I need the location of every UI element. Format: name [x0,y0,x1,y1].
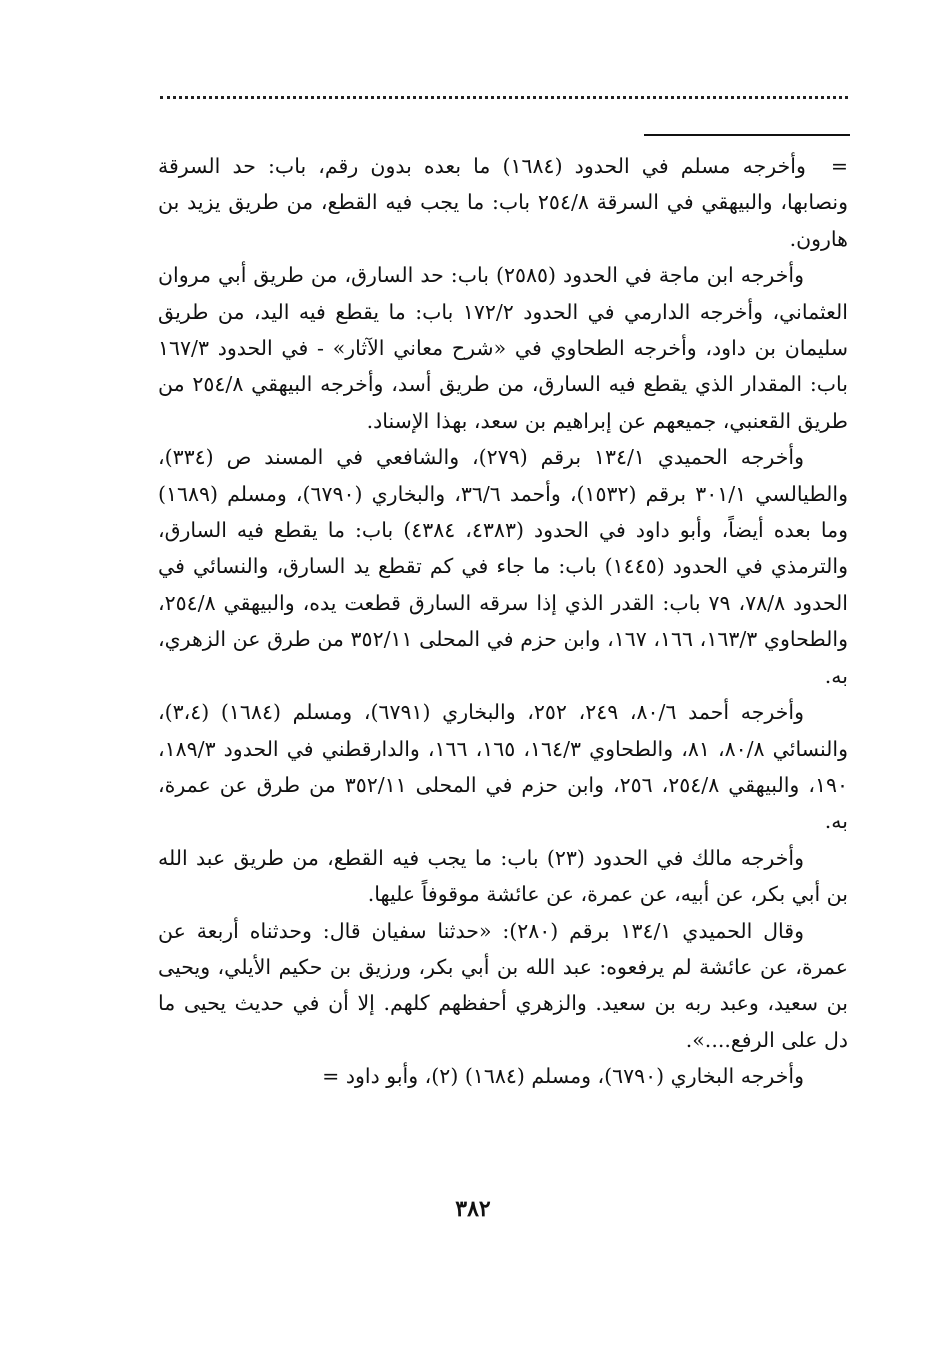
footnote-text-block [158,148,848,1095]
paragraph-text: وقال الحميدي ١٣٤/١ برقم (٢٨٠): «حدثنا سفيان قال: وحدثناه أربعة عن عمرة، عن عائشة لم يرفعوه: عبد الله بن أبي بكر، ورزيق بن حكيم الأيلي، ويحيى بن سعيد، وعبد ربه بن سعيد. والزهري أحفظهم كلهم. إلا أن في حديث يحيى ما دل على الرفع....». [158,918,848,1052]
paragraph-text: وأخرجه مالك في الحدود (٢٣) باب: ما يجب فيه القطع، من طريق عبد الله بن أبي بكر، عن أبيه، عن عمرة، عن عائشة موقوفاً عليها. [158,845,848,907]
footnote-paragraph [158,913,848,1059]
footnote-separator-rule [644,134,850,136]
footnote-paragraph [158,257,848,439]
footnote-paragraph [158,840,848,913]
footnote-paragraph [158,694,848,840]
footnote-paragraph-continued [158,148,848,257]
paragraph-text: وأخرجه البخاري (٦٧٩٠)، ومسلم (١٦٨٤) (٢)، وأبو داود [345,1064,804,1089]
paragraph-text: وأخرجه أحمد ٨٠/٦، ٢٤٩، ٢٥٢، والبخاري (٦٧٩١)، ومسلم (١٦٨٤) (٣،٤)، والنسائي ٨٠/٨، ٨١، والطحاوي ١٦٤/٣، ١٦٥، ١٦٦، والدارقطني في الحدود ١٨٩/٣، ١٩٠، والبيهقي ٢٥٤/٨، ٢٥٦، وابن حزم في المحلى ٣٥٢/١١ من طرق عن عمرة، به. [158,700,849,834]
paragraph-text: وأخرجه ابن ماجة في الحدود (٢٥٨٥) باب: حد السارق، من طريق أبي مروان العثماني، وأخرجه الدارمي في الحدود ١٧٢/٢ باب: ما يقطع فيه اليد، من طريق سليمان بن داود، وأخرجه الطحاوي في «شرح معاني الآثار» - في الحدود ١٦٧/٣ باب: المقدار الذي يقطع فيه السارق، من طريق أسد، وأخرجه البيهقي ٢٥٤/٨ من طريق القعنبي، جميعهم عن إبراهيم بن سعد، بهذا الإسناد. [158,263,848,433]
page-number: ٣٨٢ [455,1196,491,1222]
header-dotted-rule [160,96,848,99]
paragraph-text: وأخرجه مسلم في الحدود (١٦٨٤) ما بعده بدون رقم، باب: حد السرقة ونصابها، والبيهقي في السرقة ٢٥٤/٨ باب: ما يجب فيه القطع، من طريق يزيد بن هارون. [158,154,848,251]
paragraph-text: وأخرجه الحميدي ١٣٤/١ برقم (٢٧٩)، والشافعي في المسند ص (٣٣٤)، والطيالسي ٣٠١/١ برقم (١٥٣٢)، وأحمد ٣٦/٦، والبخاري (٦٧٩٠)، ومسلم (١٦٨٩) وما بعده أيضاً، وأبو داود في الحدود (٤٣٨٣، ٤٣٨٤) باب: ما يقطع فيه السارق، والترمذي في الحدود (١٤٤٥) باب: ما جاء في كم تقطع يد السارق، والنسائي في الحدود ٧٨/٨، ٧٩ باب: القدر الذي إذا سرقه السارق قطعت يده، والبيهقي ٢٥٤/٨، والطحاوي ١٦٣/٣، ١٦٦، ١٦٧، وابن حزم في المحلى ٣٥٢/١١ من طرق عن الزهري، به. [158,445,849,688]
continuation-mark: = [830,154,848,178]
footnote-paragraph-last [158,1058,848,1094]
footnote-paragraph [158,439,848,694]
continuation-mark: = [322,1064,340,1089]
